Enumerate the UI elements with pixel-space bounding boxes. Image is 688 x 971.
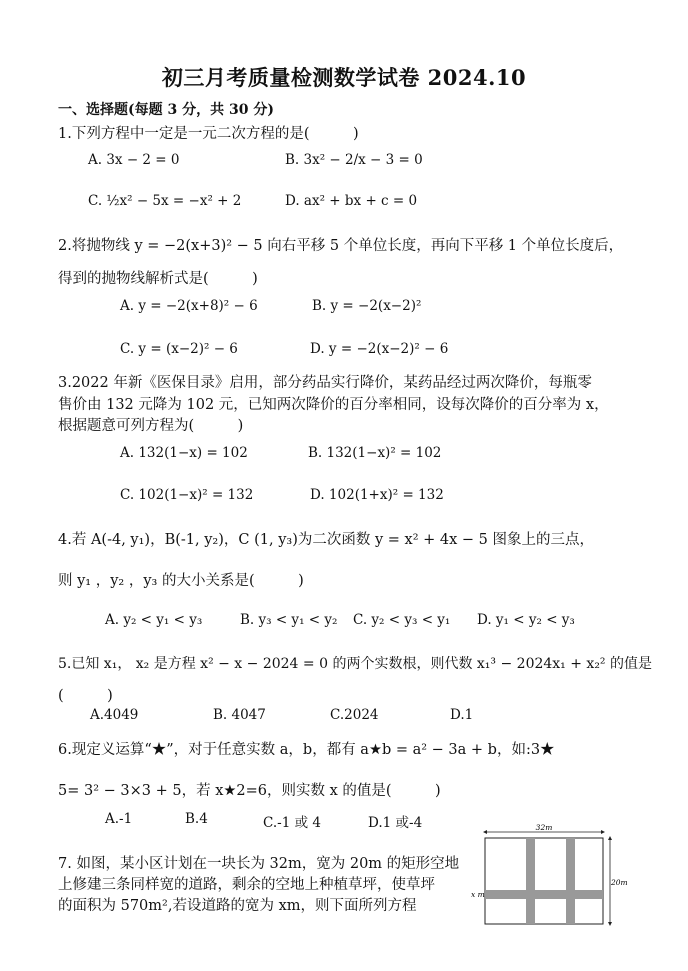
question-2-stem-line1: 2.将抛物线 y = −2(x+3)² − 5 向右平移 5 个单位长度，再向下平移 1 个单位长度后，	[58, 238, 624, 254]
question-2-stem-line2: 得到的抛物线解析式是( )	[58, 271, 258, 287]
question-7-line1: 7. 如图，某小区计划在一块长为 32m，宽为 20m 的矩形空地	[58, 856, 460, 872]
question-3-line1: 3.2022 年新《医保目录》启用，部分药品实行降价，某药品经过两次降价，每瓶零	[58, 375, 592, 391]
question-7-line3: 的面积为 570m²,若设道路的宽为 xm，则下面所列方程	[58, 898, 417, 914]
question-2-option-d: D. y = −2(x−2)² − 6	[310, 341, 449, 357]
road-diagram	[470, 823, 628, 928]
question-4-stem-line1: 4.若 A(-4, y₁)，B(-1, y₂)，C (1, y₃)为二次函数 y = x² + 4x − 5 图象上的三点，	[58, 532, 594, 548]
question-3-option-d: D. 102(1+x)² = 132	[310, 487, 444, 503]
question-4-option-d: D. y₁ < y₂ < y₃	[477, 612, 575, 628]
question-3-option-c: C. 102(1−x)² = 132	[120, 487, 254, 503]
question-6-option-a: A.-1	[105, 811, 133, 827]
question-3-option-b: B. 132(1−x)² = 102	[308, 445, 442, 461]
height-label: 20m	[611, 878, 628, 887]
question-5-stem-line1: 5.已知 x₁， x₂ 是方程 x² − x − 2024 = 0 的两个实数根，则代数 x₁³ − 2024x₁ + x₂² 的值是	[58, 656, 652, 672]
question-6-stem-line2: 5= 3² − 3×3 + 5，若 x★2=6，则实数 x 的值是( )	[58, 783, 441, 799]
vertical-road-1	[526, 838, 535, 924]
vertical-road-2	[566, 838, 575, 924]
question-3-line3: 根据题意可列方程为( )	[58, 418, 244, 434]
question-4-stem-line2: 则 y₁ ，y₂ ，y₃ 的大小关系是( )	[58, 573, 304, 589]
question-2-option-a: A. y = −2(x+8)² − 6	[120, 298, 258, 314]
width-label: 32m	[535, 823, 553, 832]
question-1-option-d: D. ax² + bx + c = 0	[285, 193, 418, 209]
field-rectangle	[485, 838, 603, 924]
question-3-option-a: A. 132(1−x) = 102	[120, 445, 248, 461]
question-4-option-c: C. y₂ < y₃ < y₁	[353, 612, 451, 628]
question-2-option-b: B. y = −2(x−2)²	[312, 298, 422, 314]
question-5-stem-line2: ( )	[58, 688, 113, 704]
question-6-option-d: D.1 或-4	[368, 815, 423, 831]
question-1-option-c: C. ½x² − 5x = −x² + 2	[88, 193, 242, 209]
question-1-option-b: B. 3x² − 2/x − 3 = 0	[285, 152, 423, 168]
page-title: 初三月考质量检测数学试卷 2024.10	[161, 65, 527, 90]
question-5-option-c: C.2024	[330, 707, 379, 723]
section-heading: 一、选择题(每题 3 分，共 30 分)	[58, 102, 274, 118]
question-5-option-b: B. 4047	[213, 707, 266, 723]
question-7-line2: 上修建三条同样宽的道路，剩余的空地上种植草坪，使草坪	[58, 877, 435, 893]
question-5-option-d: D.1	[450, 707, 474, 723]
question-6-stem-line1: 6.现定义运算“★”，对于任意实数 a，b，都有 a★b = a² − 3a + b，如:3★	[58, 742, 555, 758]
question-5-option-a: A.4049	[90, 707, 139, 723]
question-6-option-b: B.4	[185, 811, 208, 827]
question-1-stem: 1.下列方程中一定是一元二次方程的是( )	[58, 126, 359, 142]
question-4-option-a: A. y₂ < y₁ < y₃	[105, 612, 203, 628]
road-width-label: x m	[471, 890, 485, 899]
question-2-option-c: C. y = (x−2)² − 6	[120, 341, 238, 357]
horizontal-road	[485, 890, 603, 899]
question-4-option-b: B. y₃ < y₁ < y₂	[240, 612, 338, 628]
question-3-line2: 售价由 132 元降为 102 元，已知两次降价的百分率相同，设每次降价的百分率为 x，	[58, 397, 609, 413]
question-6-option-c: C.-1 或 4	[263, 815, 321, 831]
question-1-option-a: A. 3x − 2 = 0	[88, 152, 180, 168]
